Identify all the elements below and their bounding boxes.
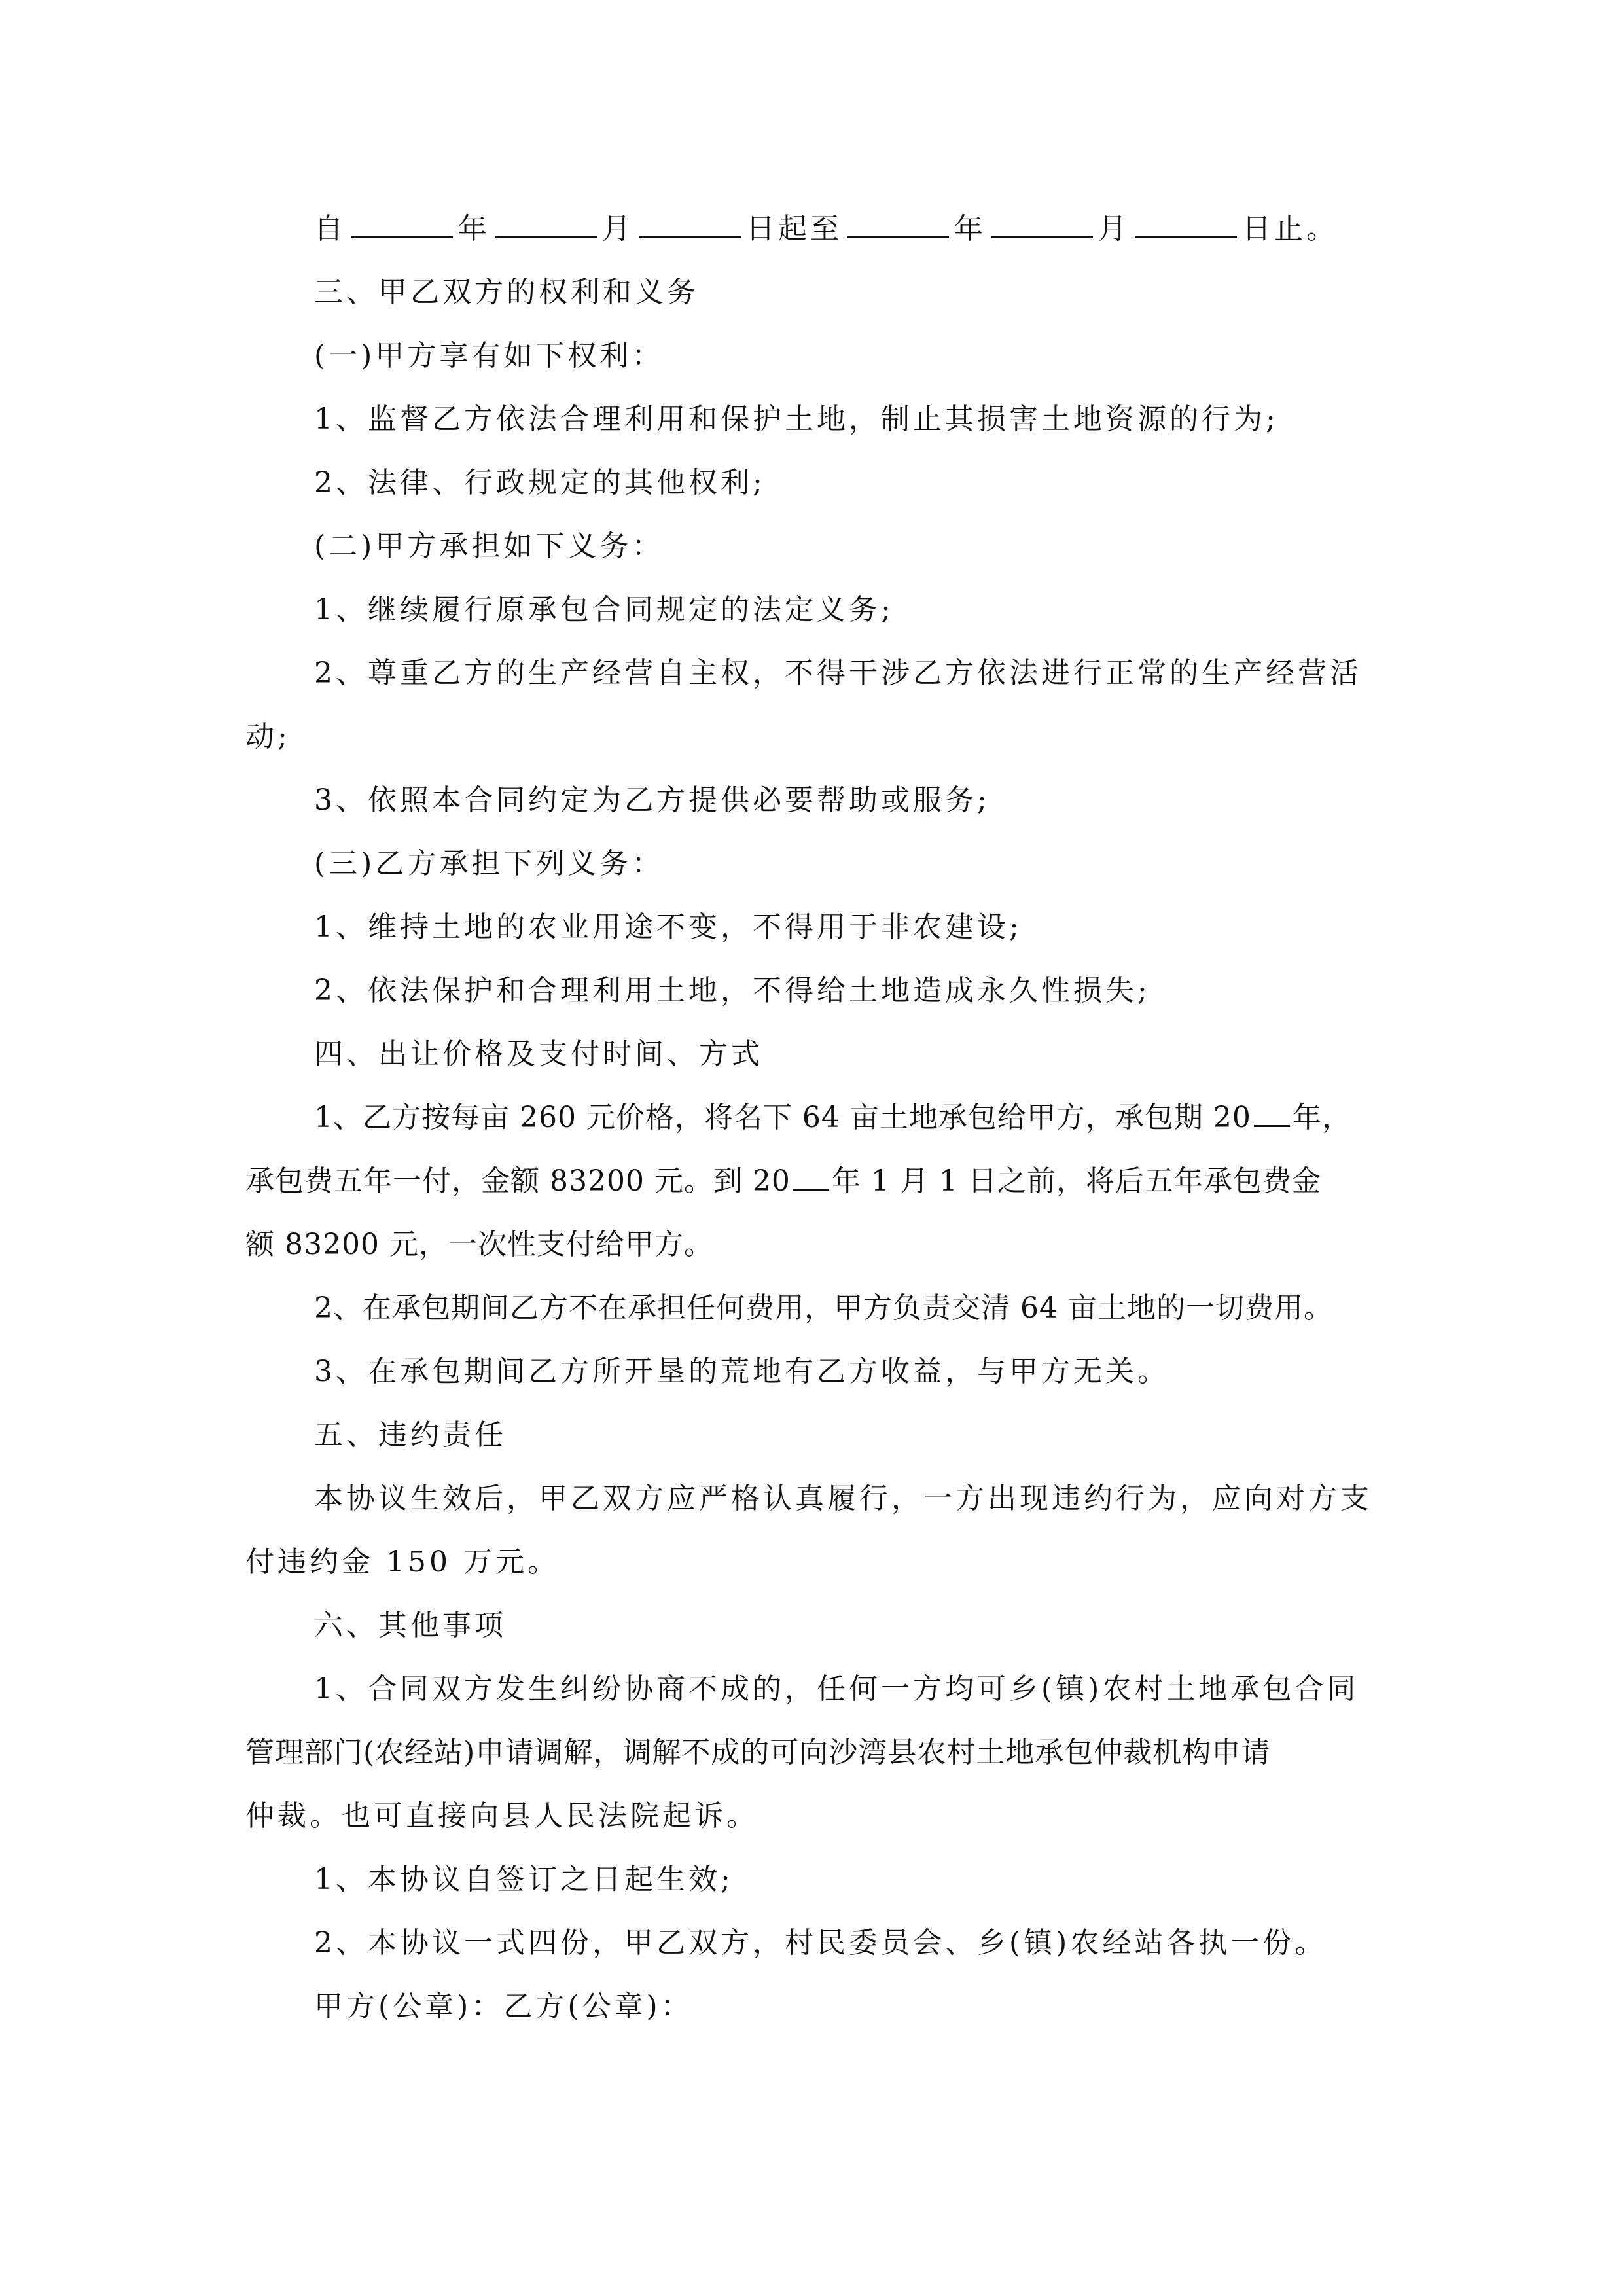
start-year-blank (351, 210, 453, 238)
signature-line: 甲方(公章)：乙方(公章)： (314, 1990, 693, 2023)
party-b-duty-1: 1、维持土地的农业用途不变，不得用于非农建设; (314, 910, 1022, 944)
start-month-blank (495, 210, 597, 238)
start-day-blank (639, 210, 741, 238)
breach-clause-line2: 付违约金 150 万元。 (245, 1545, 560, 1579)
price-clause-line2-text: 承包费五年一付，金额 83200 元。到 20 (245, 1164, 791, 1198)
dispute-clause-line2: 管理部门(农经站)申请调解，调解不成的可向沙湾县农村土地承包仲裁机构申请 (245, 1736, 1271, 1769)
price-clause-line1 (314, 1098, 1351, 1138)
party-a-right-2: 2、法律、行政规定的其他权利; (314, 466, 766, 499)
section-6-heading: 六、其他事项 (314, 1609, 507, 1642)
price-clause-line1-end: 年， (1292, 1101, 1351, 1134)
party-a-duty-2-line2: 动; (245, 720, 291, 753)
section-4-heading: 四、出让价格及支付时间、方式 (314, 1037, 763, 1071)
period-month-label: 月 (602, 212, 634, 245)
price-clause-line2-end: 年 1 月 1 日之前，将后五年承包费金 (831, 1164, 1321, 1198)
reclaimed-land-clause: 3、在承包期间乙方所开垦的荒地有乙方收益，与甲方无关。 (314, 1355, 1169, 1388)
party-a-duties-heading: (二)甲方承担如下义务： (314, 529, 664, 563)
dispute-clause-line3: 仲裁。也可直接向县人民法院起诉。 (245, 1799, 758, 1833)
period-year-label: 年 (458, 212, 490, 245)
period-year2-label: 年 (954, 212, 986, 245)
payment-year-blank (793, 1162, 829, 1191)
end-year-blank (847, 210, 949, 238)
fee-clause: 2、在承包期间乙方不在承担任何费用，甲方负责交清 64 亩土地的一切费用。 (314, 1291, 1333, 1325)
party-a-right-1: 1、监督乙方依法合理利用和保护土地，制止其损害土地资源的行为; (314, 403, 1279, 436)
period-day-to-label: 日起至 (746, 212, 842, 245)
price-clause-line1-text: 1、乙方按每亩 260 元价格，将名下 64 亩土地承包给甲方，承包期 20 (314, 1101, 1251, 1134)
period-from-label: 自 (314, 212, 346, 245)
effective-clause: 1、本协议自签订之日起生效; (314, 1863, 734, 1896)
price-clause-line3: 额 83200 元，一次性支付给甲方。 (245, 1228, 713, 1261)
party-a-duty-2-line1: 2、尊重乙方的生产经营自主权，不得干涉乙方依法进行正常的生产经营活 (314, 656, 1362, 690)
section-3-heading: 三、甲乙双方的权利和义务 (314, 276, 699, 309)
breach-clause-line1: 本协议生效后，甲乙双方应严格认真履行，一方出现违约行为，应向对方支 (314, 1482, 1372, 1515)
contract-year-blank (1254, 1099, 1290, 1127)
party-b-duties-heading: (三)乙方承担下列义务： (314, 847, 664, 880)
party-b-duty-2: 2、依法保护和合理利用土地，不得给土地造成永久性损失; (314, 974, 1150, 1007)
period-end-label: 日止。 (1242, 212, 1338, 245)
party-a-duty-1: 1、继续履行原承包合同规定的法定义务; (314, 593, 894, 626)
period-month2-label: 月 (1098, 212, 1130, 245)
end-day-blank (1135, 210, 1237, 238)
party-a-duty-3: 3、依照本合同约定为乙方提供必要帮助或服务; (314, 783, 990, 817)
section-5-heading: 五、违约责任 (314, 1418, 507, 1452)
contract-period-line (314, 209, 1338, 249)
copies-clause: 2、本协议一式四份，甲乙双方，村民委员会、乡(镇)农经站各执一份。 (314, 1926, 1327, 1960)
price-clause-line2 (245, 1162, 1321, 1201)
dispute-clause-line1: 1、合同双方发生纠纷协商不成的，任何一方均可乡(镇)农村土地承包合同 (314, 1672, 1359, 1706)
end-month-blank (991, 210, 1093, 238)
party-a-rights-heading: (一)甲方享有如下权利： (314, 339, 664, 372)
